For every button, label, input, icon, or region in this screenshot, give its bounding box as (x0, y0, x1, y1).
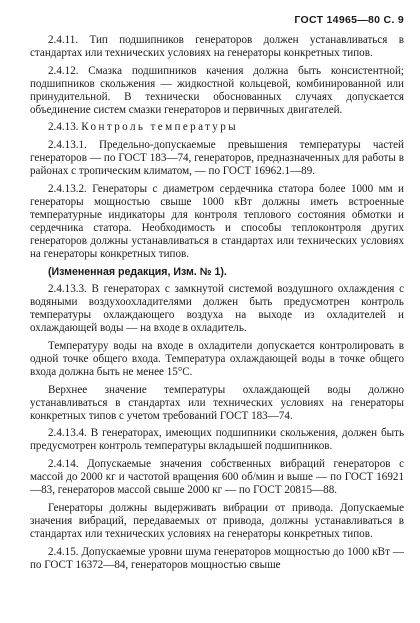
paragraph-upper-temperature: Верхнее значение температуры охлаждающей воды должно устанавливаться в стандартах или технических условиях на генераторы конкретных типов с учетом требований ГОСТ 183—74. (30, 383, 404, 422)
clause-2-4-11: 2.4.11. Тип подшипников генераторов должен устанавливаться в стандартах или технических условиях на генераторы конкретных типов. (30, 34, 404, 59)
clause-2-4-13-heading (30, 121, 404, 134)
clause-2-4-15: 2.4.15. Допускаемые уровни шума генераторов мощностью до 1000 кВт — по ГОСТ 16372—84, генераторов мощностью свыше (30, 545, 404, 571)
clause-2-4-14: 2.4.14. Допускаемые значения собственных вибраций генераторов с массой до 2000 кг и частотой вращения 600 об/мин и выше — по ГОСТ 16921—83, генераторов массой свыше 2000 кг — по ГОСТ 20815—88. (30, 458, 404, 497)
paragraph-water-temperature: Температуру воды на входе в охладители допускается контролировать в одной точке общего входа. Температура охлаждающей воды в точке общего входа должна быть не менее 15°С. (30, 340, 404, 378)
page-header: ГОСТ 14965—80 С. 9 (294, 14, 404, 26)
paragraph-vibrations: Генераторы должны выдерживать вибрации от привода. Допускаемые значения вибраций, передаваемых от привода, должны устанавливаться в стандартах или технических условиях на генераторы конкретных типов. (30, 502, 404, 540)
clause-2-4-13-3: 2.4.13.3. В генераторах с замкнутой системой воздушного охлаждения с водяными воздухоохладителями должен быть предусмотрен контроль температуры охлаждающего воздуха на выходе из охладителей и охлаждающей воды — на входе в охладитель. (30, 283, 404, 335)
clause-2-4-13-4: 2.4.13.4. В генераторах, имеющих подшипники скольжения, должен быть предусмотрен контроль температуры вкладышей подшипников. (30, 427, 404, 453)
clause-2-4-13-1: 2.4.13.1. Предельно-допускаемые превышения температуры частей генераторов — по ГОСТ 183—74, генераторов, предназначенных для работы в районах с тропическим климатом, — по ГОСТ 16962.1—89. (30, 139, 404, 178)
clause-2-4-12: 2.4.12. Смазка подшипников качения должна быть консистентной; подшипников скольжения — жидкостной кольцевой, комбинированной или принудительной. В технически обоснованных случаях допускается объединение систем смазки генераторов и первичных двигателей. (30, 64, 404, 116)
edition-note: (Измененная редакция, Изм. № 1). (48, 265, 227, 278)
clause-2-4-13-2: 2.4.13.2. Генераторы с диаметром сердечника статора более 1000 мм и генераторы мощностью свыше 1000 кВт должны иметь встроенные температурные индикаторы для контроля теплового состояния обмотки и сердечника статора. Необходимость и способы теплоконтроля других генераторов должны устанавливаться в стандартах или технических условиях на генераторы конкретных типов. (30, 183, 404, 260)
clause-number: 2.4.13. (48, 121, 79, 134)
section-title: Контроль температуры (81, 121, 239, 134)
